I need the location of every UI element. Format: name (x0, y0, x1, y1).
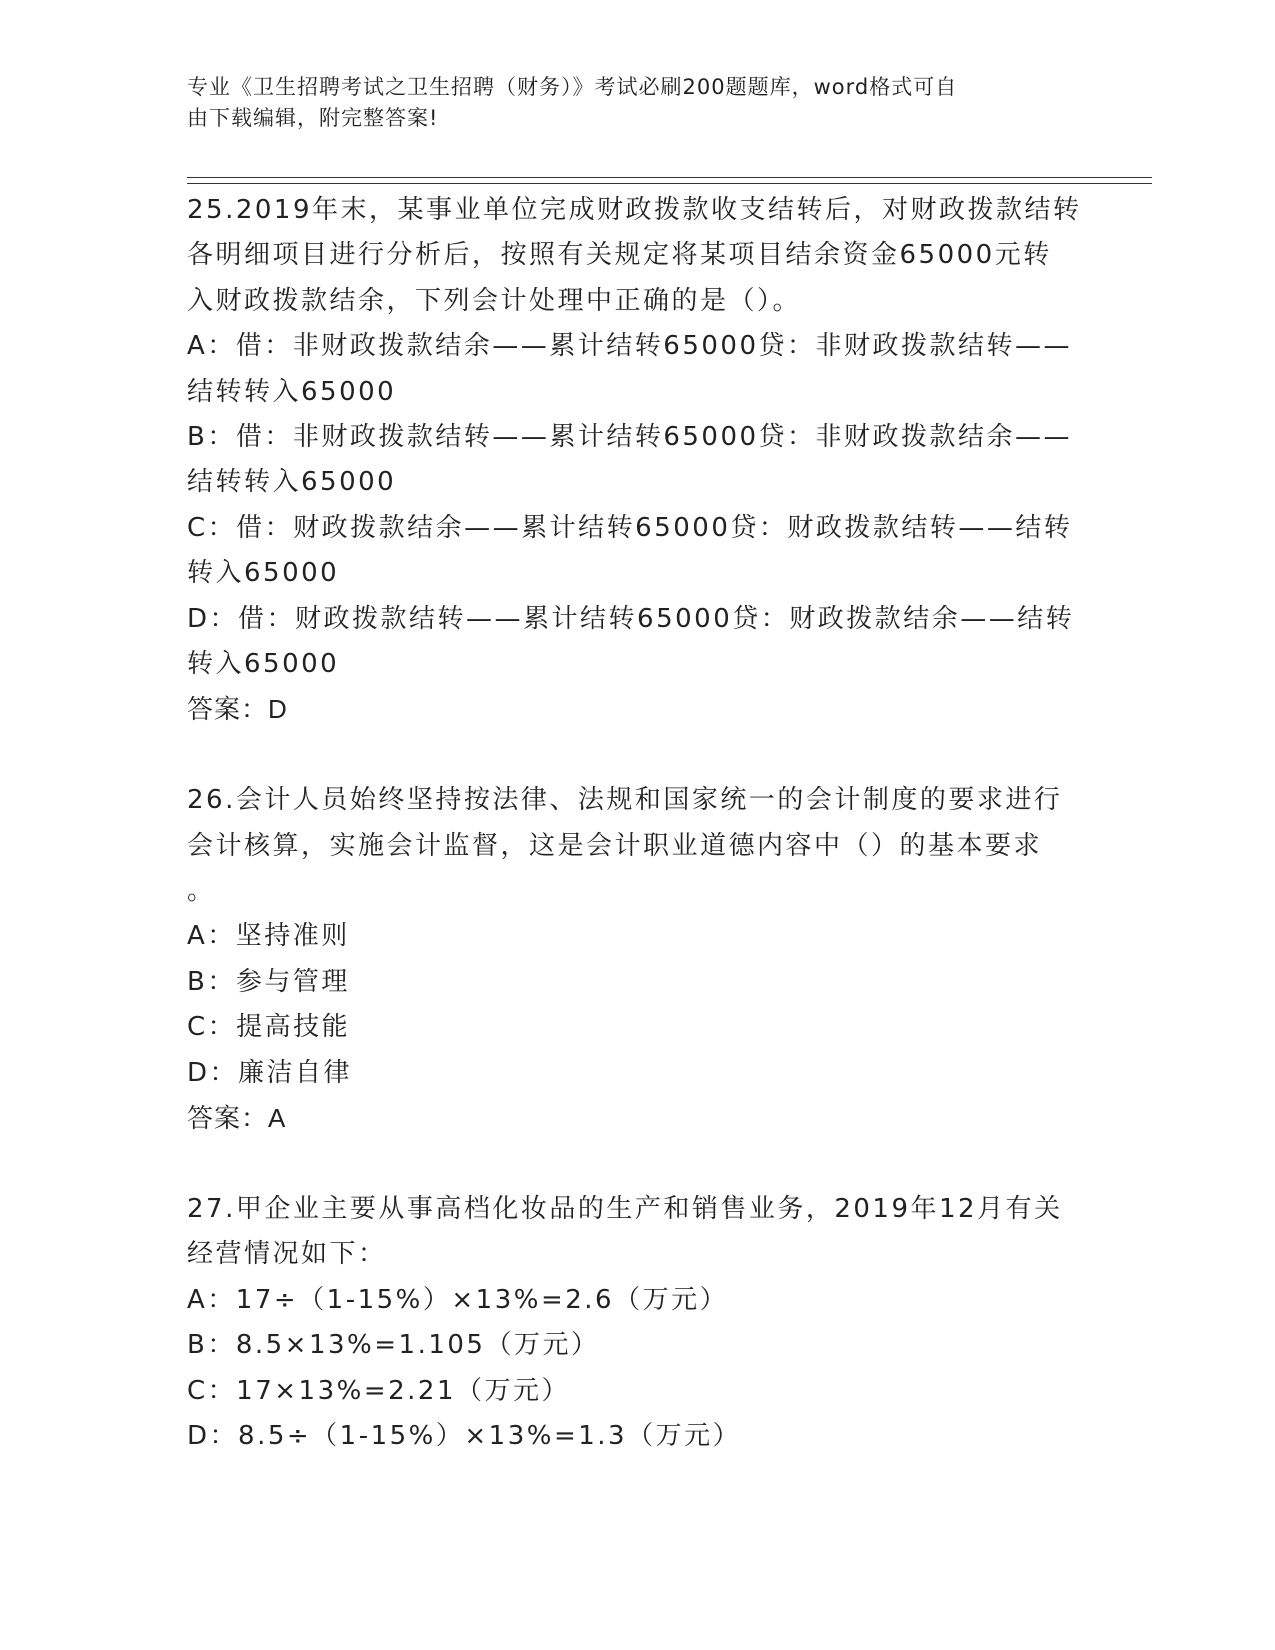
option-c: C：17×13%=2.21（万元） (187, 1375, 570, 1406)
option-a: A：借：非财政拨款结余——累计结转65000贷：非财政拨款结转—— (187, 331, 1072, 362)
question-stem-line: 27.甲企业主要从事高档化妆品的生产和销售业务，2019年12月有关 (187, 1193, 1063, 1224)
option-d-continued: 转入65000 (187, 649, 340, 680)
option-c: C：借：财政拨款结余——累计结转65000贷：财政拨款结转——结转 (187, 512, 1073, 543)
option-b: B：参与管理 (187, 966, 350, 997)
option-d: D：廉洁自律 (187, 1057, 353, 1088)
answer-line: 答案：A (187, 1103, 287, 1134)
header-line-2: 由下载编辑，附完整答案! (187, 106, 439, 130)
question-stem-line: 会计核算，实施会计监督，这是会计职业道德内容中（）的基本要求 (187, 830, 1043, 861)
option-b-continued: 结转转入65000 (187, 467, 397, 498)
question-stem-line: 。 (187, 876, 216, 907)
question-25 (187, 188, 1087, 733)
question-stem-line: 经营情况如下： (187, 1239, 387, 1270)
question-27 (187, 1187, 1087, 1459)
page-header (187, 72, 1087, 134)
option-a-continued: 结转转入65000 (187, 376, 397, 407)
spacer (187, 1142, 1087, 1187)
option-a: A：坚持准则 (187, 921, 350, 952)
option-b: B：8.5×13%=1.105（万元） (187, 1330, 600, 1361)
spacer (187, 733, 1087, 778)
option-c-continued: 转入65000 (187, 558, 340, 589)
question-stem-line: 入财政拨款结余，下列会计处理中正确的是（）。 (187, 285, 802, 316)
question-26 (187, 778, 1087, 1141)
header-line-1: 专业《卫生招聘考试之卫生招聘（财务）》考试必刷200题题库，word格式可自 (187, 75, 958, 99)
option-a: A：17÷（1-15%）×13%=2.6（万元） (187, 1284, 729, 1315)
question-stem-line: 各明细项目进行分析后，按照有关规定将某项目结余资金65000元转 (187, 240, 1052, 271)
header-divider-thick (187, 183, 1152, 184)
header-divider-thin (187, 177, 1152, 178)
option-d: D：借：财政拨款结转——累计结转65000贷：财政拨款结余——结转 (187, 603, 1075, 634)
question-list (187, 188, 1087, 1459)
option-c: C：提高技能 (187, 1012, 351, 1043)
question-stem-line: 25.2019年末，某事业单位完成财政拨款收支结转后，对财政拨款结转 (187, 195, 1082, 225)
option-d: D：8.5÷（1-15%）×13%=1.3（万元） (187, 1420, 742, 1451)
answer-line: 答案：D (187, 694, 288, 725)
question-stem-line: 26.会计人员始终坚持按法律、法规和国家统一的会计制度的要求进行 (187, 785, 1063, 816)
option-b: B：借：非财政拨款结转——累计结转65000贷：非财政拨款结余—— (187, 422, 1073, 453)
